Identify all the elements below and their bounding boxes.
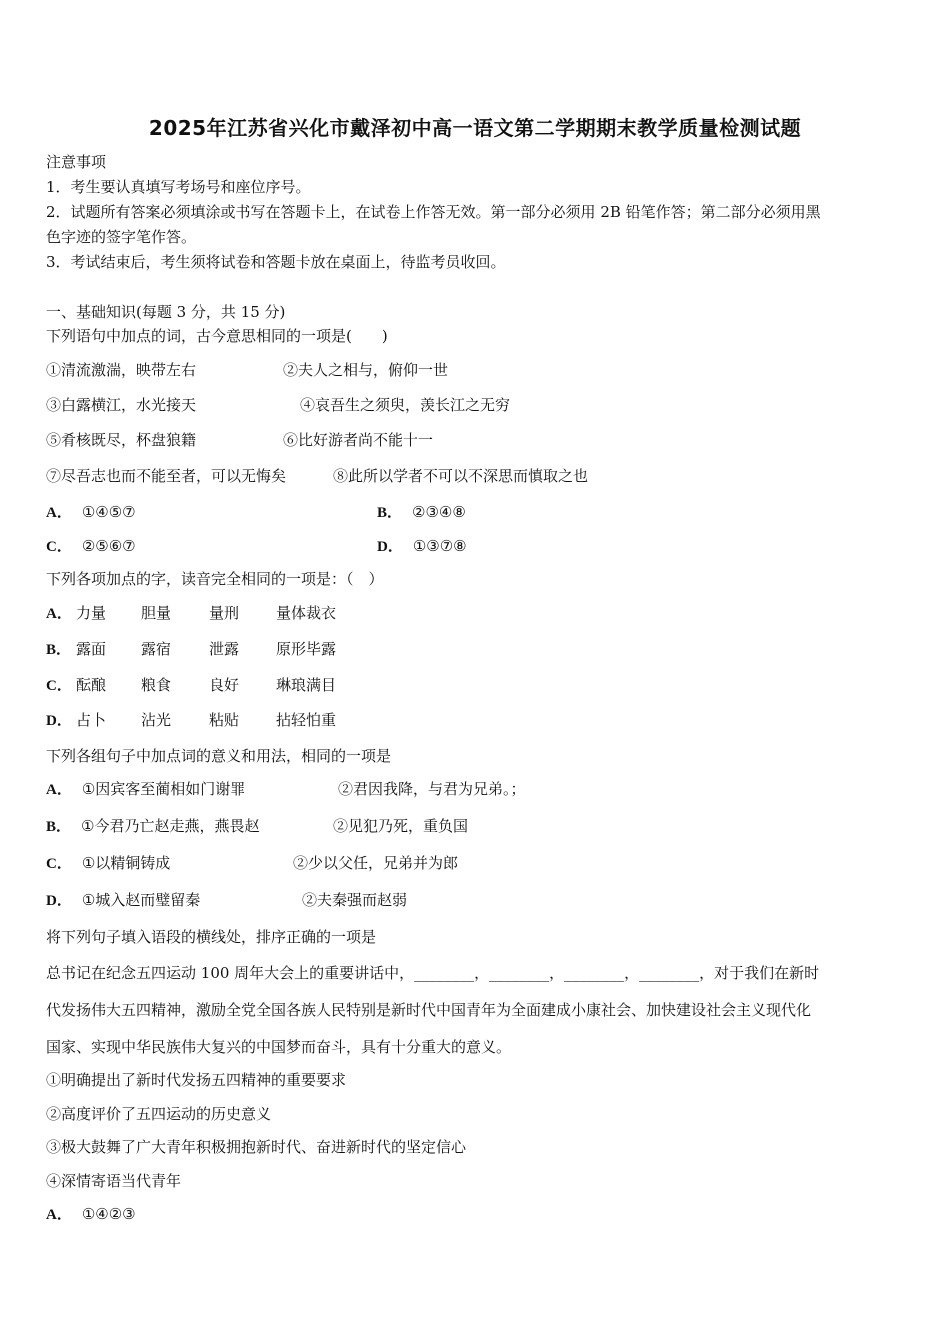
choice-word: 酝酿	[76, 676, 107, 694]
choice-word: 沾光	[141, 711, 172, 729]
choice-label: B．	[46, 819, 72, 835]
choice-text: ①城入赵而璧留秦	[81, 891, 201, 909]
q4-item: ④深情寄语当代青年	[46, 1172, 182, 1190]
choice-text: ②⑤⑥⑦	[81, 537, 136, 555]
choice-word: 琳琅满目	[276, 676, 337, 694]
passage-line: 国家、实现中华民族伟大复兴的中国梦而奋斗，具有十分重大的意义。	[46, 1038, 512, 1056]
choice-word: 占卜	[76, 711, 107, 729]
q1-item: ①清流激湍，映带左右	[46, 361, 197, 379]
notice-item: 3．考试结束后，考生须将试卷和答题卡放在桌面上，待监考员收回。	[46, 253, 506, 271]
choice-text: ②君因我降，与君为兄弟。；	[338, 780, 526, 798]
q4-item: ③极大鼓舞了广大青年积极拥抱新时代、奋进新时代的坚定信心	[46, 1138, 467, 1156]
notice-item: 2．试题所有答案必须填涂或书写在答题卡上，在试卷上作答无效。第一部分必须用 2B 铅笔作答；第二部分必须用黑	[46, 203, 821, 221]
q1-item: ⑤肴核既尽，杯盘狼籍	[46, 431, 197, 449]
notice-item: 1．考生要认真填写考场号和座位序号。	[46, 178, 311, 196]
q1-item: ⑧此所以学者不可以不深思而慎取之也	[333, 467, 589, 485]
q1-item: ⑦尽吾志也而不能至者，可以无悔矣	[46, 467, 287, 485]
page-title: 2025年江苏省兴化市戴泽初中高一语文第二学期期末教学质量检测试题	[148, 116, 802, 140]
choice-text: ①④⑤⑦	[81, 503, 136, 521]
q4-item: ②高度评价了五四运动的历史意义	[46, 1105, 272, 1123]
q1-choice-b[interactable]	[377, 502, 466, 523]
notice-heading: 注意事项	[46, 153, 107, 171]
question-stem: 下列各项加点的字，读音完全相同的一项是：（ ）	[46, 570, 384, 588]
question-stem: 下列语句中加点的词，古今意思相同的一项是( )	[46, 327, 388, 345]
choice-text: ②少以父任，兄弟并为郎	[293, 854, 459, 872]
question-stem: 下列各组句子中加点词的意义和用法，相同的一项是	[46, 747, 392, 765]
q1-item: ③白露横江，水光接天	[46, 396, 197, 414]
choice-text: ②见犯乃死，重负国	[333, 817, 469, 835]
choice-word: 露面	[76, 640, 107, 658]
choice-label: A．	[46, 782, 72, 798]
choice-word: 泄露	[209, 640, 240, 658]
choice-text: ②夫秦强而赵弱	[302, 891, 408, 909]
choice-word: 良好	[209, 676, 240, 694]
choice-label: D．	[46, 713, 72, 729]
q4-item: ①明确提出了新时代发扬五四精神的重要要求	[46, 1071, 347, 1089]
q3-choice-a[interactable]	[46, 779, 245, 800]
section-heading: 一、基础知识(每题 3 分，共 15 分)	[46, 303, 286, 321]
q1-item: ⑥比好游者尚不能十一	[283, 431, 434, 449]
choice-text: ①③⑦⑧	[412, 537, 467, 555]
q3-choice-d[interactable]	[46, 890, 200, 911]
choice-label: B．	[46, 642, 72, 658]
q1-choice-c[interactable]	[46, 536, 136, 557]
choice-word: 量刑	[209, 604, 240, 622]
choice-label: C．	[46, 678, 72, 694]
passage-line: 代发扬伟大五四精神，激励全党全国各族人民特别是新时代中国青年为全面建成小康社会、加快建设社会主义现代化	[46, 1001, 812, 1019]
choice-word: 原形毕露	[276, 640, 337, 658]
choice-word: 露宿	[141, 640, 172, 658]
choice-text: ①今君乃亡赵走燕，燕畏赵	[81, 817, 260, 835]
q1-choice-d[interactable]	[377, 536, 467, 557]
choice-word: 量体裁衣	[276, 604, 337, 622]
choice-text: ①因宾客至蔺相如门谢罪	[81, 780, 246, 798]
question-stem: 将下列句子填入语段的横线处，排序正确的一项是	[46, 928, 377, 946]
q1-item: ④哀吾生之须臾，羡长江之无穷	[300, 396, 511, 414]
choice-label: C．	[46, 856, 72, 872]
choice-label: D．	[377, 539, 403, 555]
q1-choice-a[interactable]	[46, 502, 136, 523]
q3-choice-c[interactable]	[46, 853, 170, 874]
choice-label: A．	[46, 606, 72, 622]
choice-text: ①④②③	[81, 1205, 136, 1223]
choice-word: 粘贴	[209, 711, 240, 729]
q3-choice-b[interactable]	[46, 816, 259, 837]
choice-label: A．	[46, 505, 72, 521]
q4-choice-a[interactable]	[46, 1204, 136, 1225]
q1-item: ②夫人之相与，俯仰一世	[283, 361, 449, 379]
choice-word: 粮食	[141, 676, 172, 694]
choice-text: ②③④⑧	[412, 503, 466, 521]
choice-label: A．	[46, 1207, 72, 1223]
choice-word: 胆量	[141, 604, 172, 622]
choice-label: B．	[377, 505, 403, 521]
choice-word: 拈轻怕重	[276, 711, 337, 729]
passage-line: 总书记在纪念五四运动 100 周年大会上的重要讲话中，________，________，________，________，对于我们在新时	[46, 964, 820, 982]
choice-label: D．	[46, 893, 72, 909]
notice-item: 色字迹的签字笔作答。	[46, 228, 197, 246]
choice-word: 力量	[76, 604, 107, 622]
choice-text: ①以精铜铸成	[81, 854, 171, 872]
choice-label: C．	[46, 539, 72, 555]
